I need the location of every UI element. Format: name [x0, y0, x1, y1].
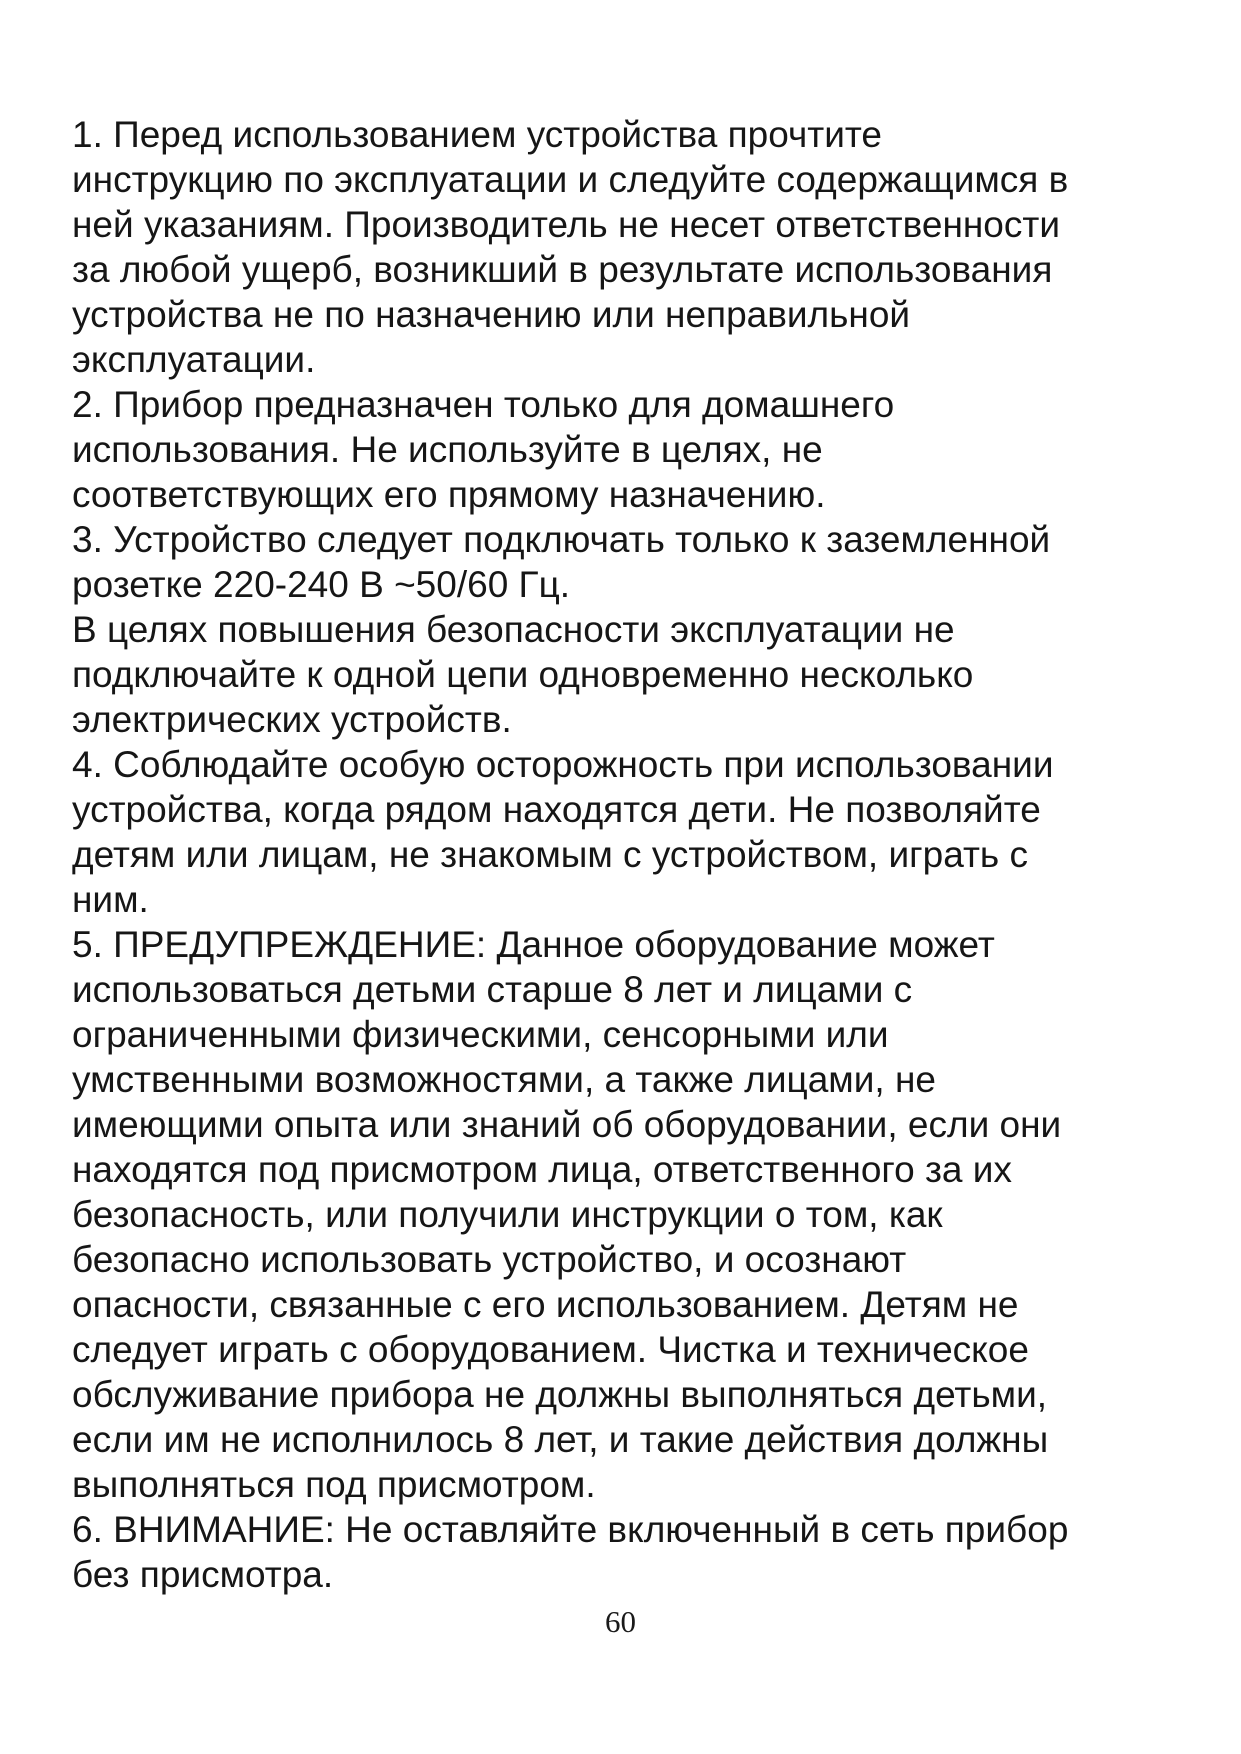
text-line: устройства не по назначению или неправильной — [72, 294, 911, 335]
text-line: соответствующих его прямому назначению. — [72, 474, 826, 515]
text-line: следует играть с оборудованием. Чистка и техническое — [72, 1329, 1029, 1370]
text-line: безопасно использовать устройство, и осознают — [72, 1239, 907, 1280]
text-line: 3. Устройство следует подключать только к заземленной — [72, 519, 1051, 560]
text-line: ней указаниям. Производитель не несет ответственности — [72, 204, 1060, 245]
text-line: выполняться под присмотром. — [72, 1464, 596, 1505]
text-line: 4. Соблюдайте особую осторожность при использовании — [72, 744, 1054, 785]
text-line: инструкцию по эксплуатации и следуйте содержащимся в — [72, 159, 1069, 200]
text-line: безопасность, или получили инструкции о том, как — [72, 1194, 943, 1235]
text-line: 5. ПРЕДУПРЕЖДЕНИЕ: Данное оборудование может — [72, 924, 995, 965]
text-line: обслуживание прибора не должны выполняться детьми, — [72, 1374, 1048, 1415]
text-line: находятся под присмотром лица, ответственного за их — [72, 1149, 1012, 1190]
text-line: устройства, когда рядом находятся дети. Не позволяйте — [72, 789, 1041, 830]
text-line: ограниченными физическими, сенсорными или — [72, 1014, 889, 1055]
text-line: ним. — [72, 879, 149, 920]
text-line: за любой ущерб, возникший в результате использования — [72, 249, 1053, 290]
paragraph-1 — [72, 112, 1172, 382]
text-line: подключайте к одной цепи одновременно несколько — [72, 654, 974, 695]
text-line: детям или лицам, не знакомым с устройством, играть с — [72, 834, 1028, 875]
text-line: использоваться детьми старше 8 лет и лицами с — [72, 969, 913, 1010]
paragraph-4 — [72, 607, 1172, 742]
text-line: если им не исполнилось 8 лет, и такие действия должны — [72, 1419, 1049, 1460]
paragraph-2 — [72, 382, 1172, 517]
page-number: 60 — [605, 1604, 636, 1639]
document-body — [72, 112, 1172, 1597]
paragraph-6 — [72, 922, 1172, 1507]
text-line: эксплуатации. — [72, 339, 316, 380]
text-line: В целях повышения безопасности эксплуатации не — [72, 609, 955, 650]
paragraph-3 — [72, 517, 1172, 607]
text-line: 6. ВНИМАНИЕ: Не оставляйте включенный в сеть прибор — [72, 1509, 1069, 1550]
text-line: умственными возможностями, а также лицами, не — [72, 1059, 936, 1100]
text-line: розетке 220-240 В ~50/60 Гц. — [72, 564, 571, 605]
text-line: без присмотра. — [72, 1554, 334, 1595]
text-line: использования. Не используйте в целях, не — [72, 429, 823, 470]
text-line: имеющими опыта или знаний об оборудовании, если они — [72, 1104, 1062, 1145]
text-line: 2. Прибор предназначен только для домашнего — [72, 384, 895, 425]
text-line: опасности, связанные с его использованием. Детям не — [72, 1284, 1019, 1325]
text-line: 1. Перед использованием устройства прочтите — [72, 114, 882, 155]
text-line: электрических устройств. — [72, 699, 512, 740]
paragraph-7 — [72, 1507, 1172, 1597]
paragraph-5 — [72, 742, 1172, 922]
